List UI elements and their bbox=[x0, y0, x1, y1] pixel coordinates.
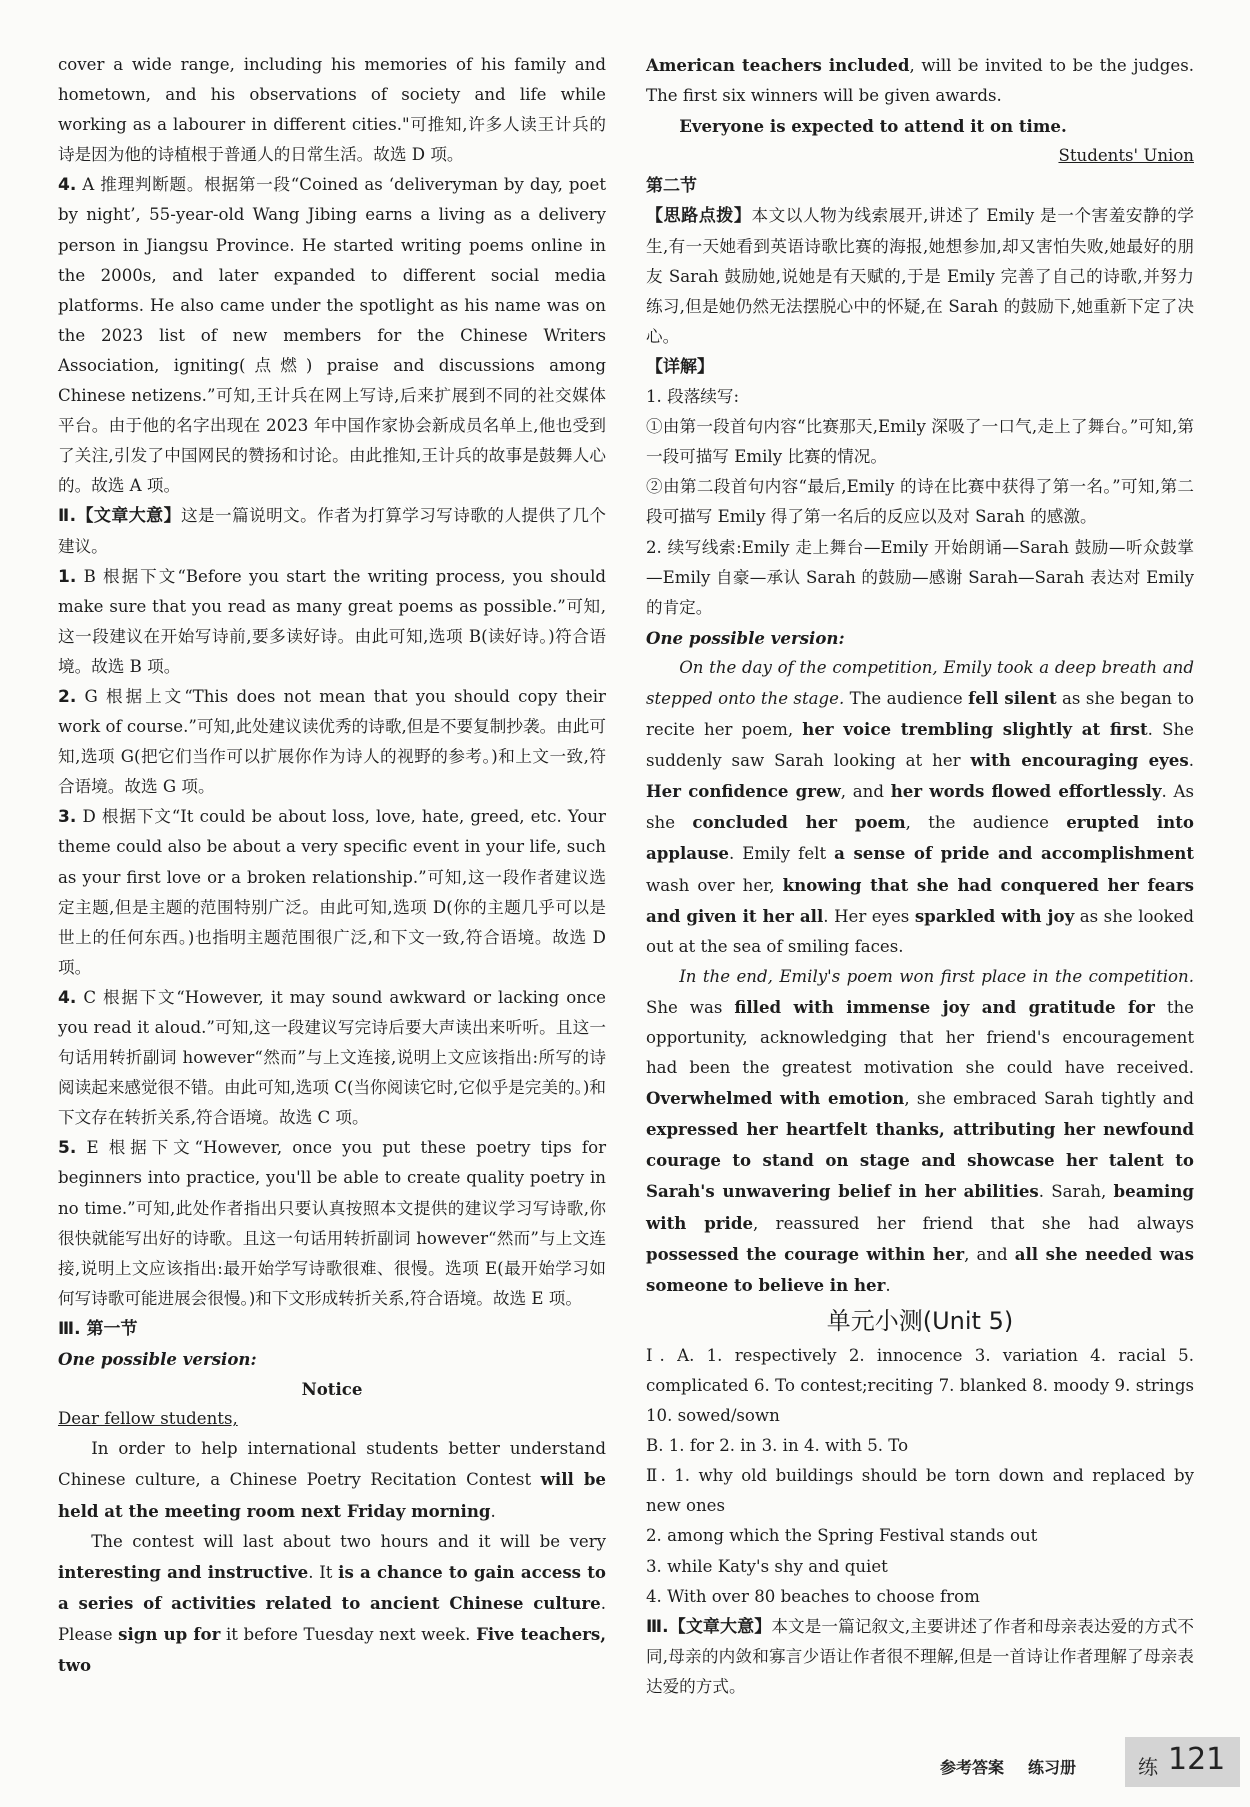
text-run: , will be invited to be the judges. The first six winners will be given awards. bbox=[646, 56, 1195, 106]
text-run: The audience bbox=[844, 688, 969, 708]
text-run: . Sarah, bbox=[1038, 1182, 1114, 1202]
text-run-bold: possessed the courage within her bbox=[646, 1243, 965, 1264]
detail-item: 1. 段落续写: bbox=[646, 387, 740, 407]
answer-text: C 根据下文“However, it may sound awkward or lacking once you read it aloud.”可知,这一段建议写完诗后要大声读出来听听。且这一句话用转折副词 however“然而”与上文连接,说明上文应该指出:所写的诗阅读起来感觉很不错。由此可知,选项 C(当你阅读它时,它似乎是完美的。)和下文存在转折关系,符合语境。故选 C 项。 bbox=[58, 987, 607, 1128]
text-run-bold: all she needed was someone to believe in her bbox=[646, 1243, 1194, 1295]
text-run: wash over her, bbox=[646, 875, 783, 895]
notice-paragraph-3: Everyone is expected to attend it on time. bbox=[679, 116, 1067, 137]
detail-item: 2. 续写线索:Emily 走上舞台—Emily 开始朗诵—Sarah 鼓励—听众鼓掌—Emily 自豪—承认 Sarah 的鼓励—感谢 Sarah—Sarah 表达对 Emily 的肯定。 bbox=[646, 537, 1194, 617]
summary-text: 本文是一篇记叙文,主要讲述了作者和母亲表达爱的方式不同,母亲的内敛和寡言少语让作者很不理解,但是一首诗让作者理解了母亲表达爱的方式。 bbox=[646, 1616, 1194, 1696]
left-column bbox=[58, 50, 606, 1681]
page-number: 121 bbox=[1168, 1742, 1226, 1777]
text-run-bold: will be held at the meeting room next Friday morning bbox=[58, 1469, 606, 1521]
section-heading: Ⅱ.【文章大意】 bbox=[58, 506, 182, 527]
footer-label-workbook: 练习册 bbox=[1028, 1758, 1077, 1777]
text-run: , and bbox=[840, 782, 891, 802]
answer-text: A 推理判断题。根据第一段“Coined as ‘deliveryman by day, poet by night’, 55-year-old Wang Jibing earns a living as a delivery person in Jiangsu Province. He started writing poems online in the 2000s, and later expanded to different social media platforms. He also came under the spotlight as his name was on the 2023 list of new members for the Chinese Writers Association, igniting(点燃) praise and discussions among Chinese netizens.”可知,王计兵在网上写诗,后来扩展到不同的社交媒体平台。由于他的名字出现在 2023 年中国作家协会新成员名单上,他也受到了关注,引发了中国网民的赞扬和讨论。由此推知,王计兵的故事是鼓舞人心的。故选 A 项。 bbox=[58, 175, 606, 496]
answer-q3 bbox=[58, 802, 606, 983]
question-number: 4. bbox=[58, 987, 77, 1008]
text-run: . Her eyes bbox=[823, 906, 915, 926]
text-run: The contest will last about two hours and it will be very bbox=[91, 1531, 606, 1551]
answer-text: B 根据下文“Before you start the writing process, you should make sure that you read as many great poems as possible.”可知,这一段建议在开始写诗前,要多读好诗。由此可知,选项 B(读好诗。)符合语境。故选 B 项。 bbox=[58, 566, 606, 676]
answer-q1 bbox=[58, 562, 606, 682]
detail-item: ②由第二段首句内容“最后,Emily 的诗在比赛中获得了第一名。”可知,第二段可描写 Emily 得了第一名后的反应以及对 Sarah 的感激。 bbox=[646, 477, 1194, 527]
text-run-bold: fell silent bbox=[968, 687, 1057, 708]
notice-signature bbox=[646, 141, 1194, 171]
text-run: . Please bbox=[58, 1593, 606, 1644]
text-run-italic: In the end, Emily's poem won first place in the competition. bbox=[679, 966, 1194, 986]
answers-part-2-item: Ⅱ. 1. why old buildings should be torn down and replaced by new ones bbox=[646, 1466, 1194, 1516]
footer-label-answers: 参考答案 bbox=[940, 1758, 1005, 1777]
text-run: In order to help international students better understand Chinese culture, a Chinese Poetry Recitation Contest bbox=[58, 1439, 606, 1490]
text-run-bold: beaming with pride bbox=[646, 1181, 1194, 1233]
page-footer bbox=[940, 1737, 1240, 1787]
answer-text: G 根据上文“This does not mean that you should copy their work of course.”可知,此处建议读优秀的诗歌,但是不要复制抄袭。由此可知,选项 G(把它们当作可以扩展你作为诗人的视野的参考。)和上文一致,符合语境。故选 G 项。 bbox=[58, 686, 606, 797]
text-run: , the audience bbox=[905, 813, 1067, 833]
text-run-bold: sparkled with joy bbox=[914, 905, 1075, 926]
answers-part-1b: B. 1. for 2. in 3. in 4. with 5. To bbox=[646, 1436, 909, 1456]
answer-text: E 根据下文“However, once you put these poetry tips for beginners into practice, you'll be able to create quality poetry in no time.”可知,此处作者指出只要认真按照本文提供的建议学习写诗歌,你很快就能写出好的诗歌。且这一句话用转折副词 however“然而”与上文连接,说明上文应该指出:最开始学写诗歌很难、很慢。选项 E(最开始学习如何写诗歌可能进展会很慢。)和下文形成转折关系,符合语境。故选 E 项。 bbox=[58, 1138, 607, 1308]
analysis-text: 本文以人物为线索展开,讲述了 Emily 是一个害羞安静的学生,有一天她看到英语诗歌比赛的海报,她想参加,却又害怕失败,她最好的朋友 Sarah 鼓励她,说她是有天赋的,于是 Emily 完善了自己的诗歌,并努力练习,但是她仍然无法摆脱心中的怀疑,在 Sarah 的鼓励下,她重新下定了决心。 bbox=[646, 206, 1194, 346]
text-run-bold: filled with immense joy and gratitude for bbox=[734, 996, 1155, 1017]
text-run-bold: Five teachers, two bbox=[58, 1623, 607, 1675]
text-run: it before Tuesday next week. bbox=[220, 1624, 477, 1644]
text-run: . She suddenly saw Sarah looking at her bbox=[646, 720, 1194, 771]
section-heading-continuation: 第二节 bbox=[646, 176, 697, 197]
text-run-bold: expressed her heartfelt thanks, attributing her newfound courage to stand on stage and showcase her talent to Sarah's unwavering belief in her abilities bbox=[646, 1119, 1194, 1202]
answer-paragraph: cover a wide range, including his memories of his family and hometown, and his observations of society and life while working as a labourer in different cities."可推知,许多人读王计兵的诗是因为他的诗植根于普通人的日常生活。故选 D 项。 bbox=[58, 55, 606, 165]
text-run-bold: her words flowed effortlessly bbox=[890, 781, 1162, 802]
question-number: 2. bbox=[58, 686, 77, 707]
detail-heading: 【详解】 bbox=[646, 356, 714, 377]
question-number: 4. bbox=[58, 175, 77, 196]
text-run: . Emily felt bbox=[728, 844, 835, 864]
section-heading: 【思路点拨】 bbox=[646, 206, 752, 227]
text-run-bold: her voice trembling slightly at first bbox=[802, 719, 1148, 740]
answers-part-1a: Ⅰ. A. 1. respectively 2. innocence 3. variation 4. racial 5. complicated 6. To contest;reciting 7. blanked 8. moody 9. strings 10. sowed/sown bbox=[646, 1345, 1194, 1426]
text-run: , and bbox=[964, 1244, 1015, 1264]
section-summary bbox=[58, 501, 606, 561]
essay-paragraph-2 bbox=[646, 962, 1194, 1301]
text-run-italic: On the day of the competition, Emily took a deep breath and stepped onto the stage. bbox=[646, 657, 1194, 708]
analysis-paragraph bbox=[646, 201, 1194, 351]
text-run-bold: erupted into applause bbox=[646, 812, 1194, 864]
summary-text: 这是一篇说明文。作者为打算学习写诗歌的人提供了几个建议。 bbox=[58, 506, 606, 556]
unit-title: 单元小测(Unit 5) bbox=[826, 1306, 1014, 1335]
text-run: . It bbox=[308, 1562, 339, 1582]
version-label: One possible version: bbox=[58, 1349, 257, 1370]
text-run: , she embraced Sarah tightly and bbox=[904, 1089, 1194, 1109]
text-run: . As she bbox=[646, 782, 1194, 833]
essay-paragraph-1 bbox=[646, 653, 1194, 962]
text-run: . bbox=[885, 1275, 891, 1295]
version-label: One possible version: bbox=[646, 627, 845, 648]
answer-q4b bbox=[58, 983, 606, 1133]
question-number: 3. bbox=[58, 807, 77, 828]
text-run-bold: with encouraging eyes bbox=[970, 750, 1189, 771]
signature-text: Students' Union bbox=[1058, 146, 1194, 166]
text-run-bold: concluded her poem bbox=[692, 812, 906, 833]
text-run-bold: Overwhelmed with emotion bbox=[646, 1088, 905, 1109]
answer-q2 bbox=[58, 682, 606, 802]
footer-practice-mark: 练 bbox=[1138, 1755, 1158, 1779]
detail-item: ①由第一段首句内容“比赛那天,Emily 深吸了一口气,走上了舞台。”可知,第一段可描写 Emily 比赛的情况。 bbox=[646, 417, 1194, 467]
text-run-bold: Her confidence grew bbox=[646, 781, 841, 802]
section-heading-writing: Ⅲ. 第一节 bbox=[58, 1318, 138, 1339]
text-run: the opportunity, acknowledging that her friend's encouragement had been the greatest motivation she could have received. bbox=[646, 997, 1194, 1078]
notice-title: Notice bbox=[301, 1379, 363, 1400]
answers-part-2-item: 3. while Katy's shy and quiet bbox=[646, 1556, 888, 1576]
notice-greeting bbox=[58, 1404, 606, 1434]
text-run: as she began to recite her poem, bbox=[646, 688, 1194, 740]
notice-paragraph-1 bbox=[58, 1434, 606, 1526]
answer-text: D 根据下文“It could be about loss, love, hate, greed, etc. Your theme could also be about a very specific event in your life, such as your first love or a broken relationship.”可知,这一段作者建议选定主题,但是主题的范围特别广泛。由此可知,选项 D(你的主题几乎可以是世上的任何东西。)也指明主题范围很广泛,和下文一致,符合语境。故选 D 项。 bbox=[58, 807, 606, 977]
text-run: as she looked out at the sea of smiling faces. bbox=[646, 906, 1194, 956]
answers-part-2-item: 2. among which the Spring Festival stands out bbox=[646, 1526, 1038, 1546]
notice-paragraph-2 bbox=[58, 1527, 606, 1681]
text-run-bold: American teachers included bbox=[646, 55, 910, 75]
text-run-bold: is a chance to gain access to a series of activities related to ancient Chinese culture bbox=[58, 1561, 606, 1613]
right-column bbox=[646, 50, 1194, 1702]
answer-q4 bbox=[58, 170, 606, 501]
text-run-bold: knowing that she had conquered her fears and given it her all bbox=[646, 874, 1194, 926]
text-run-bold: a sense of pride and accomplishment bbox=[834, 843, 1195, 864]
question-number: 5. bbox=[58, 1138, 77, 1159]
answer-q5 bbox=[58, 1133, 606, 1314]
text-run-bold: interesting and instructive bbox=[58, 1561, 309, 1582]
text-run: . bbox=[490, 1501, 496, 1521]
text-run: , reassured her friend that she had always bbox=[753, 1213, 1194, 1233]
notice-paragraph-2-cont bbox=[646, 50, 1194, 111]
section-heading: Ⅲ.【文章大意】 bbox=[646, 1616, 772, 1637]
answers-part-2-item: 4. With over 80 beaches to choose from bbox=[646, 1586, 980, 1606]
question-number: 1. bbox=[58, 566, 77, 587]
text-run-bold: sign up for bbox=[118, 1623, 221, 1644]
greeting-text: Dear fellow students, bbox=[58, 1409, 238, 1429]
text-run: She was bbox=[646, 997, 735, 1017]
text-run: . bbox=[1188, 751, 1194, 771]
section-summary bbox=[646, 1612, 1194, 1702]
